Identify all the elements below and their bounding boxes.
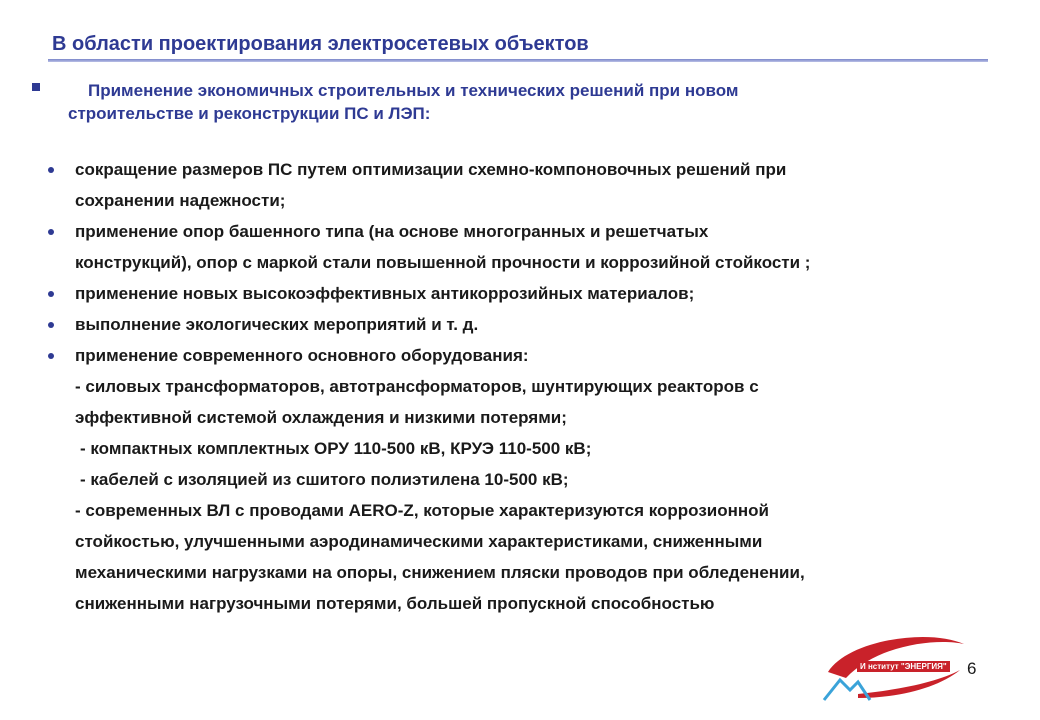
continuation-line bbox=[48, 247, 1008, 278]
line-text: сокращение размеров ПС путем оптимизации схемно-компоновочных решений при bbox=[75, 160, 787, 179]
bullet-dot-icon bbox=[48, 167, 54, 173]
line-text: - кабелей с изоляцией из сшитого полиэтилена 10-500 кВ; bbox=[80, 470, 569, 489]
square-bullet-icon bbox=[32, 83, 40, 91]
line-text: выполнение экологических мероприятий и т. д. bbox=[75, 315, 479, 334]
bullet-dot-icon bbox=[48, 291, 54, 297]
bullet-dot-icon bbox=[48, 322, 54, 328]
line-text: - силовых трансформаторов, автотрансформаторов, шунтирующих реакторов с bbox=[75, 377, 759, 396]
bullet-item bbox=[48, 309, 1008, 340]
bullet-item bbox=[48, 216, 1008, 247]
continuation-line bbox=[48, 464, 1008, 495]
bullet-dot-icon bbox=[48, 353, 54, 359]
continuation-line bbox=[48, 402, 1008, 433]
bullet-item bbox=[48, 278, 1008, 309]
continuation-line bbox=[48, 526, 1008, 557]
line-text: применение современного основного оборудования: bbox=[75, 346, 529, 365]
line-text: сохранении надежности; bbox=[75, 191, 286, 210]
line-text: эффективной системой охлаждения и низкими потерями; bbox=[75, 408, 567, 427]
line-text: стойкостью, улучшенными аэродинамическими характеристиками, сниженными bbox=[75, 532, 763, 551]
line-text: - компактных комплектных ОРУ 110-500 кВ, КРУЭ 110-500 кВ; bbox=[80, 439, 592, 458]
continuation-line bbox=[48, 557, 1008, 588]
logo-swoosh-lower bbox=[858, 670, 960, 698]
intro-heading bbox=[68, 79, 968, 125]
title-underline bbox=[48, 59, 988, 62]
line-text: механическими нагрузками на опоры, снижением пляски проводов при обледенении, bbox=[75, 563, 805, 582]
bullet-item bbox=[48, 154, 1008, 185]
line-text: конструкций), опор с маркой стали повышенной прочности и коррозийной стойкости ; bbox=[75, 253, 811, 272]
continuation-line bbox=[48, 433, 1008, 464]
logo-label: И нститут "ЭНЕРГИЯ" bbox=[857, 661, 950, 672]
continuation-line bbox=[48, 588, 1008, 619]
line-text: применение новых высокоэффективных антикоррозийных материалов; bbox=[75, 284, 695, 303]
line-text: - современных ВЛ с проводами AERO-Z, которые характеризуются коррозионной bbox=[75, 501, 769, 520]
intro-line-1: Применение экономичных строительных и технических решений при новом bbox=[88, 81, 739, 100]
continuation-line bbox=[48, 371, 1008, 402]
bullet-list bbox=[48, 154, 1008, 619]
bullet-dot-icon bbox=[48, 229, 54, 235]
continuation-line bbox=[48, 495, 1008, 526]
line-text: применение опор башенного типа (на основе многогранных и решетчатых bbox=[75, 222, 709, 241]
page-number: 6 bbox=[967, 659, 977, 678]
line-text: сниженными нагрузочными потерями, большей пропускной способностью bbox=[75, 594, 715, 613]
slide-title: В области проектирования электросетевых объектов bbox=[52, 33, 589, 55]
intro-line-2: строительстве и реконструкции ПС и ЛЭП: bbox=[68, 104, 431, 123]
bullet-item bbox=[48, 340, 1008, 371]
continuation-line bbox=[48, 185, 1008, 216]
